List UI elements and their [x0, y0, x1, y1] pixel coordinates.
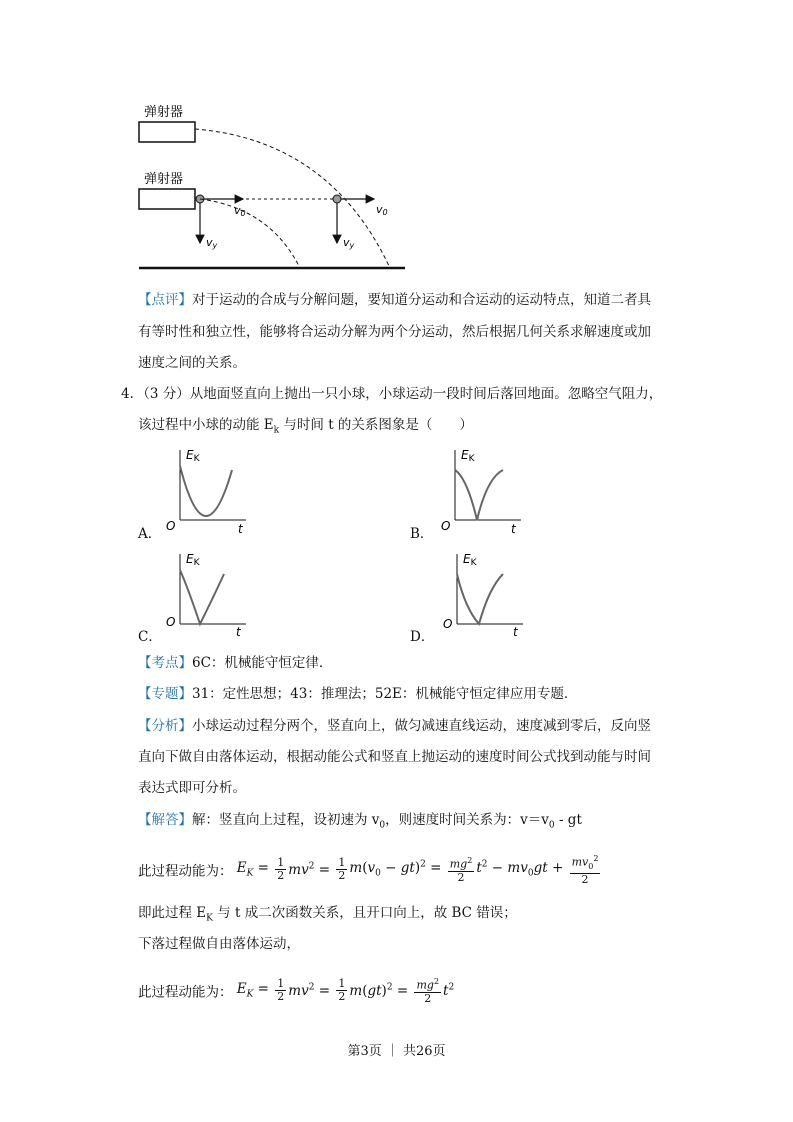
choice-d-origin: O	[443, 617, 453, 631]
trajectory-bottom	[200, 199, 300, 268]
choice-d-label[interactable]: D．	[410, 629, 435, 645]
choice-a-label[interactable]: A．	[138, 526, 162, 542]
choice-c-graph[interactable]	[160, 548, 250, 640]
kaodian-line: 【考点】6C：机械能守恒定律．	[138, 655, 333, 671]
equation-2: 此过程动能为： $E_K$ = $\frac{1}{2}$ $mv^2$ = $\frac{1}{2}$ m(gt)$^2$ = $\frac{mg^2}{2}$ $t^2$	[138, 976, 455, 1005]
projectile-figure	[130, 98, 420, 276]
vy-label-right: vy	[343, 236, 355, 250]
jieda-tag: 【解答】	[138, 812, 192, 828]
review-tag: 【点评】	[138, 292, 192, 308]
review-line-3: 速度之间的关系。	[138, 355, 246, 371]
choice-a-yaxis: EK	[186, 448, 200, 464]
choice-d-xaxis: t	[513, 625, 518, 639]
jieda-line-1: 【解答】解：竖直向上过程，设初速为 $v_0$，则速度时间关系为：$v=v_0$ - gt	[138, 812, 582, 831]
v0-label-left: v0	[234, 204, 246, 218]
choice-d-graph[interactable]	[437, 548, 527, 640]
launcher-top	[139, 122, 195, 142]
question-line-2: 该过程中小球的动能 $E_k$ 与时间 t 的关系图象是（ ）	[138, 417, 473, 436]
choice-b-origin: O	[441, 519, 451, 533]
jieda-line-4: 下落过程做自由落体运动，	[138, 936, 300, 952]
jieda-line-3: 即此过程 $E_K$ 与 t 成二次函数关系，且开口向上，故 BC 错误；	[138, 905, 517, 924]
launcher-label-top: 弹射器	[144, 105, 184, 120]
fenxi-line-2: 直向下做自由落体运动，根据动能公式和竖直上抛运动的速度时间公式找到动能与时间	[138, 749, 651, 765]
choice-c-origin: O	[166, 615, 176, 629]
choice-b-xaxis: t	[511, 522, 516, 536]
launcher-bottom	[139, 189, 195, 209]
choice-a-origin: O	[166, 519, 176, 533]
choice-d-yaxis: EK	[463, 552, 477, 568]
equation-1: 此过程动能为： $E_K$ = $\frac{1}{2}$ $mv^2$ = $\frac{1}{2}$ $m(v_0 - gt)^2$ = $\frac{mg^2}{2}$ $t^2 - mv_0gt$ + $\frac{mv_0^2}{2}$	[138, 854, 599, 886]
review-line-1: 【点评】对于运动的合成与分解问题，要知道分运动和合运动的运动特点，知道二者具	[138, 292, 651, 308]
v0-label-right: v0	[376, 203, 388, 217]
zhuanti-tag: 【专题】	[138, 686, 192, 702]
choice-a-graph[interactable]	[160, 444, 250, 536]
page-footer: 第3页 ｜ 共26页	[347, 1044, 446, 1059]
choice-c-xaxis: t	[236, 625, 241, 639]
choice-b-yaxis: EK	[461, 448, 475, 464]
choice-b-curve	[455, 470, 503, 520]
fenxi-line-1: 【分析】小球运动过程分两个，竖直向上，做匀减速直线运动，速度减到零后，反向竖	[138, 718, 651, 734]
vy-label-left: vy	[206, 236, 218, 250]
kaodian-tag: 【考点】	[138, 655, 192, 671]
choice-b-label[interactable]: B．	[410, 526, 434, 542]
zhuanti-line: 【专题】31：定性思想；43：推理法；52E：机械能守恒定律应用专题．	[138, 686, 578, 702]
choice-b-graph[interactable]	[435, 444, 525, 536]
choice-a-xaxis: t	[238, 522, 243, 536]
fenxi-line-3: 表达式即可分析。	[138, 780, 246, 796]
review-line-2: 有等时性和独立性，能够将合运动分解为两个分运动，然后根据几何关系求解速度或加	[138, 324, 651, 340]
choice-c-curve	[180, 570, 224, 624]
fenxi-tag: 【分析】	[138, 718, 192, 734]
ball-right	[333, 195, 341, 203]
question-line-1: 4．（3 分）从地面竖直向上抛出一只小球，小球运动一段时间后落回地面。忽略空气阻力，	[121, 386, 663, 402]
launcher-label-bottom: 弹射器	[144, 172, 184, 187]
choice-c-yaxis: EK	[186, 552, 200, 568]
choice-c-label[interactable]: C．	[138, 629, 162, 645]
choice-a-curve	[180, 466, 232, 516]
choice-d-curve	[457, 574, 503, 624]
